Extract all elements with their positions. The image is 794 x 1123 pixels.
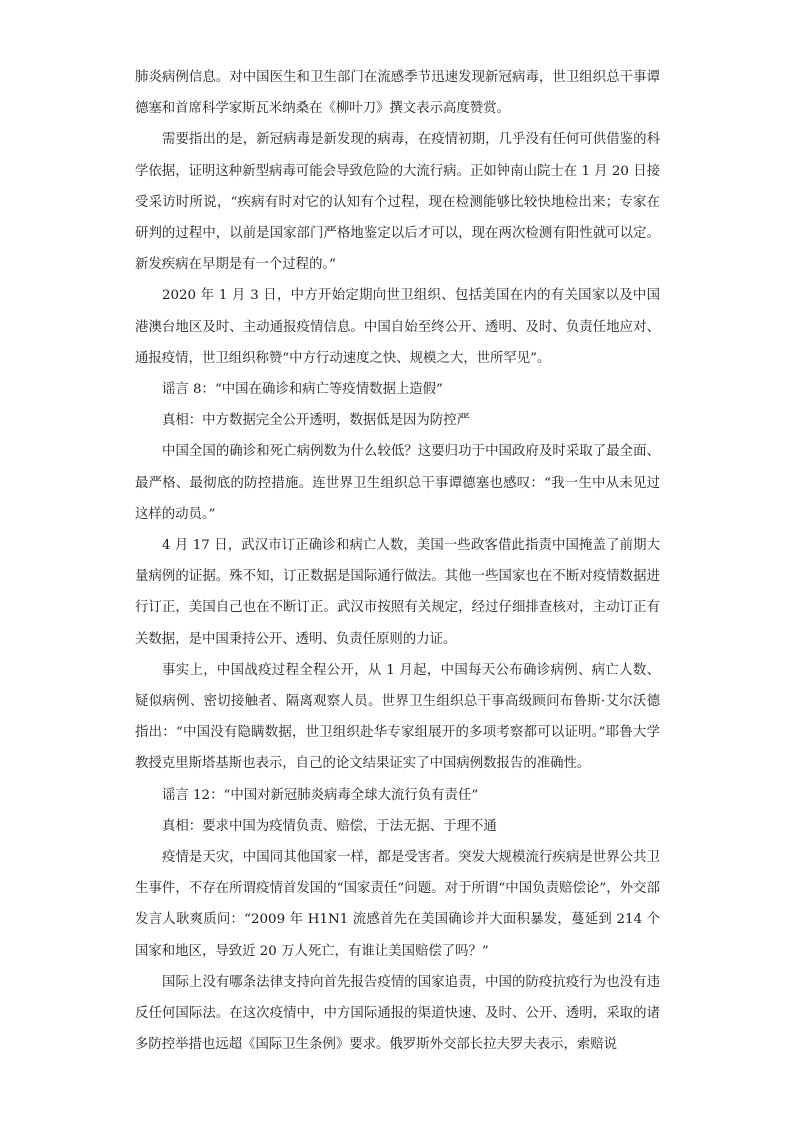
paragraph: 事实上，中国战疫过程全程公开，从 1 月起，中国每天公布确诊病例、病亡人数、疑似病例、密切接触者、隔离观察人员。世界卫生组织总干事高级顾问布鲁斯·艾尔沃德指出：“中国没有隐瞒数据，世卫组织赴华专家组展开的多项考察都可以证明。”耶鲁大学教授克里斯塔基斯也表示，自己的论文结果证实了中国病例数报告的准确性。 [135, 662, 660, 772]
paragraph: 2020 年 1 月 3 日，中方开始定期向世卫组织、包括美国在内的有关国家以及中国港澳台地区及时、主动通报疫情信息。中国自始至终公开、透明、及时、负责任地应对、通报疫情，世卫组织称赞“中方行动速度之快、规模之大，世所罕见”。 [135, 288, 660, 366]
paragraph: 疫情是天灾，中国同其他国家一样，都是受害者。突发大规模流行疾病是世界公共卫生事件，不存在所谓疫情首发国的“国家责任”问题。对于所谓“中国负责赔偿论”，外交部发言人耿爽质问：“2009 年 H1N1 流感首先在美国确诊并大面积暴发，蔓延到 214 个国家和地区，导致近 20 万人死亡，有谁让美国赔偿了吗？” [135, 850, 660, 959]
truth-heading: 真相：要求中国为疫情负责、赔偿，于法无据、于理不通 [162, 818, 497, 834]
paragraph: 肺炎病例信息。对中国医生和卫生部门在流感季节迅速发现新冠病毒，世卫组织总干事谭德塞和首席科学家斯瓦米纳桑在《柳叶刀》撰文表示高度赞赏。 [135, 70, 660, 117]
rumor-heading: 谣言 12：“中国对新冠肺炎病毒全球大流行负有责任” [162, 787, 479, 803]
paragraph: 4 月 17 日，武汉市订正确诊和病亡人数，美国一些政客借此指责中国掩盖了前期大量病例的证据。殊不知，订正数据是国际通行做法。其他一些国家也在不断对疫情数据进行订正，美国自己也在不断订正。武汉市按照有关规定，经过仔细排查核对，主动订正有关数据，是中国秉持公开、透明、负责任原则的力证。 [135, 538, 660, 647]
paragraph: 中国全国的确诊和死亡病例数为什么较低？这要归功于中国政府及时采取了最全面、最严格、最彻底的防控措施。连世界卫生组织总干事谭德塞也感叹：“我一生中从未见过这样的动员。” [135, 444, 660, 522]
truth-heading: 真相：中方数据完全公开透明，数据低是因为防控严 [162, 413, 470, 429]
paragraph: 国际上没有哪条法律支持向首先报告疫情的国家追责，中国的防疫抗疫行为也没有违反任何国际法。在这次疫情中，中方国际通报的渠道快速、及时、公开、透明，采取的诸多防控举措也远超《国际卫生条例》要求。俄罗斯外交部长拉夫罗夫表示，索赔说 [135, 974, 660, 1053]
article-body [135, 62, 660, 1061]
rumor-heading: 谣言 8：“中国在确诊和病亡等疫情数据上造假” [162, 382, 443, 398]
paragraph: 需要指出的是，新冠病毒是新发现的病毒，在疫情初期，几乎没有任何可供借鉴的科学依据，证明这种新型病毒可能会导致危险的大流行病。正如钟南山院士在 1 月 20 日接受采访时所说，“疾病有时对它的认知有个过程，现在检测能够比较快地检出来；专家在研判的过程中，以前是国家部门严格地鉴定以后才可以，现在两次检测有阳性就可以定。新发疾病在早期是有一个过程的。” [135, 132, 660, 273]
